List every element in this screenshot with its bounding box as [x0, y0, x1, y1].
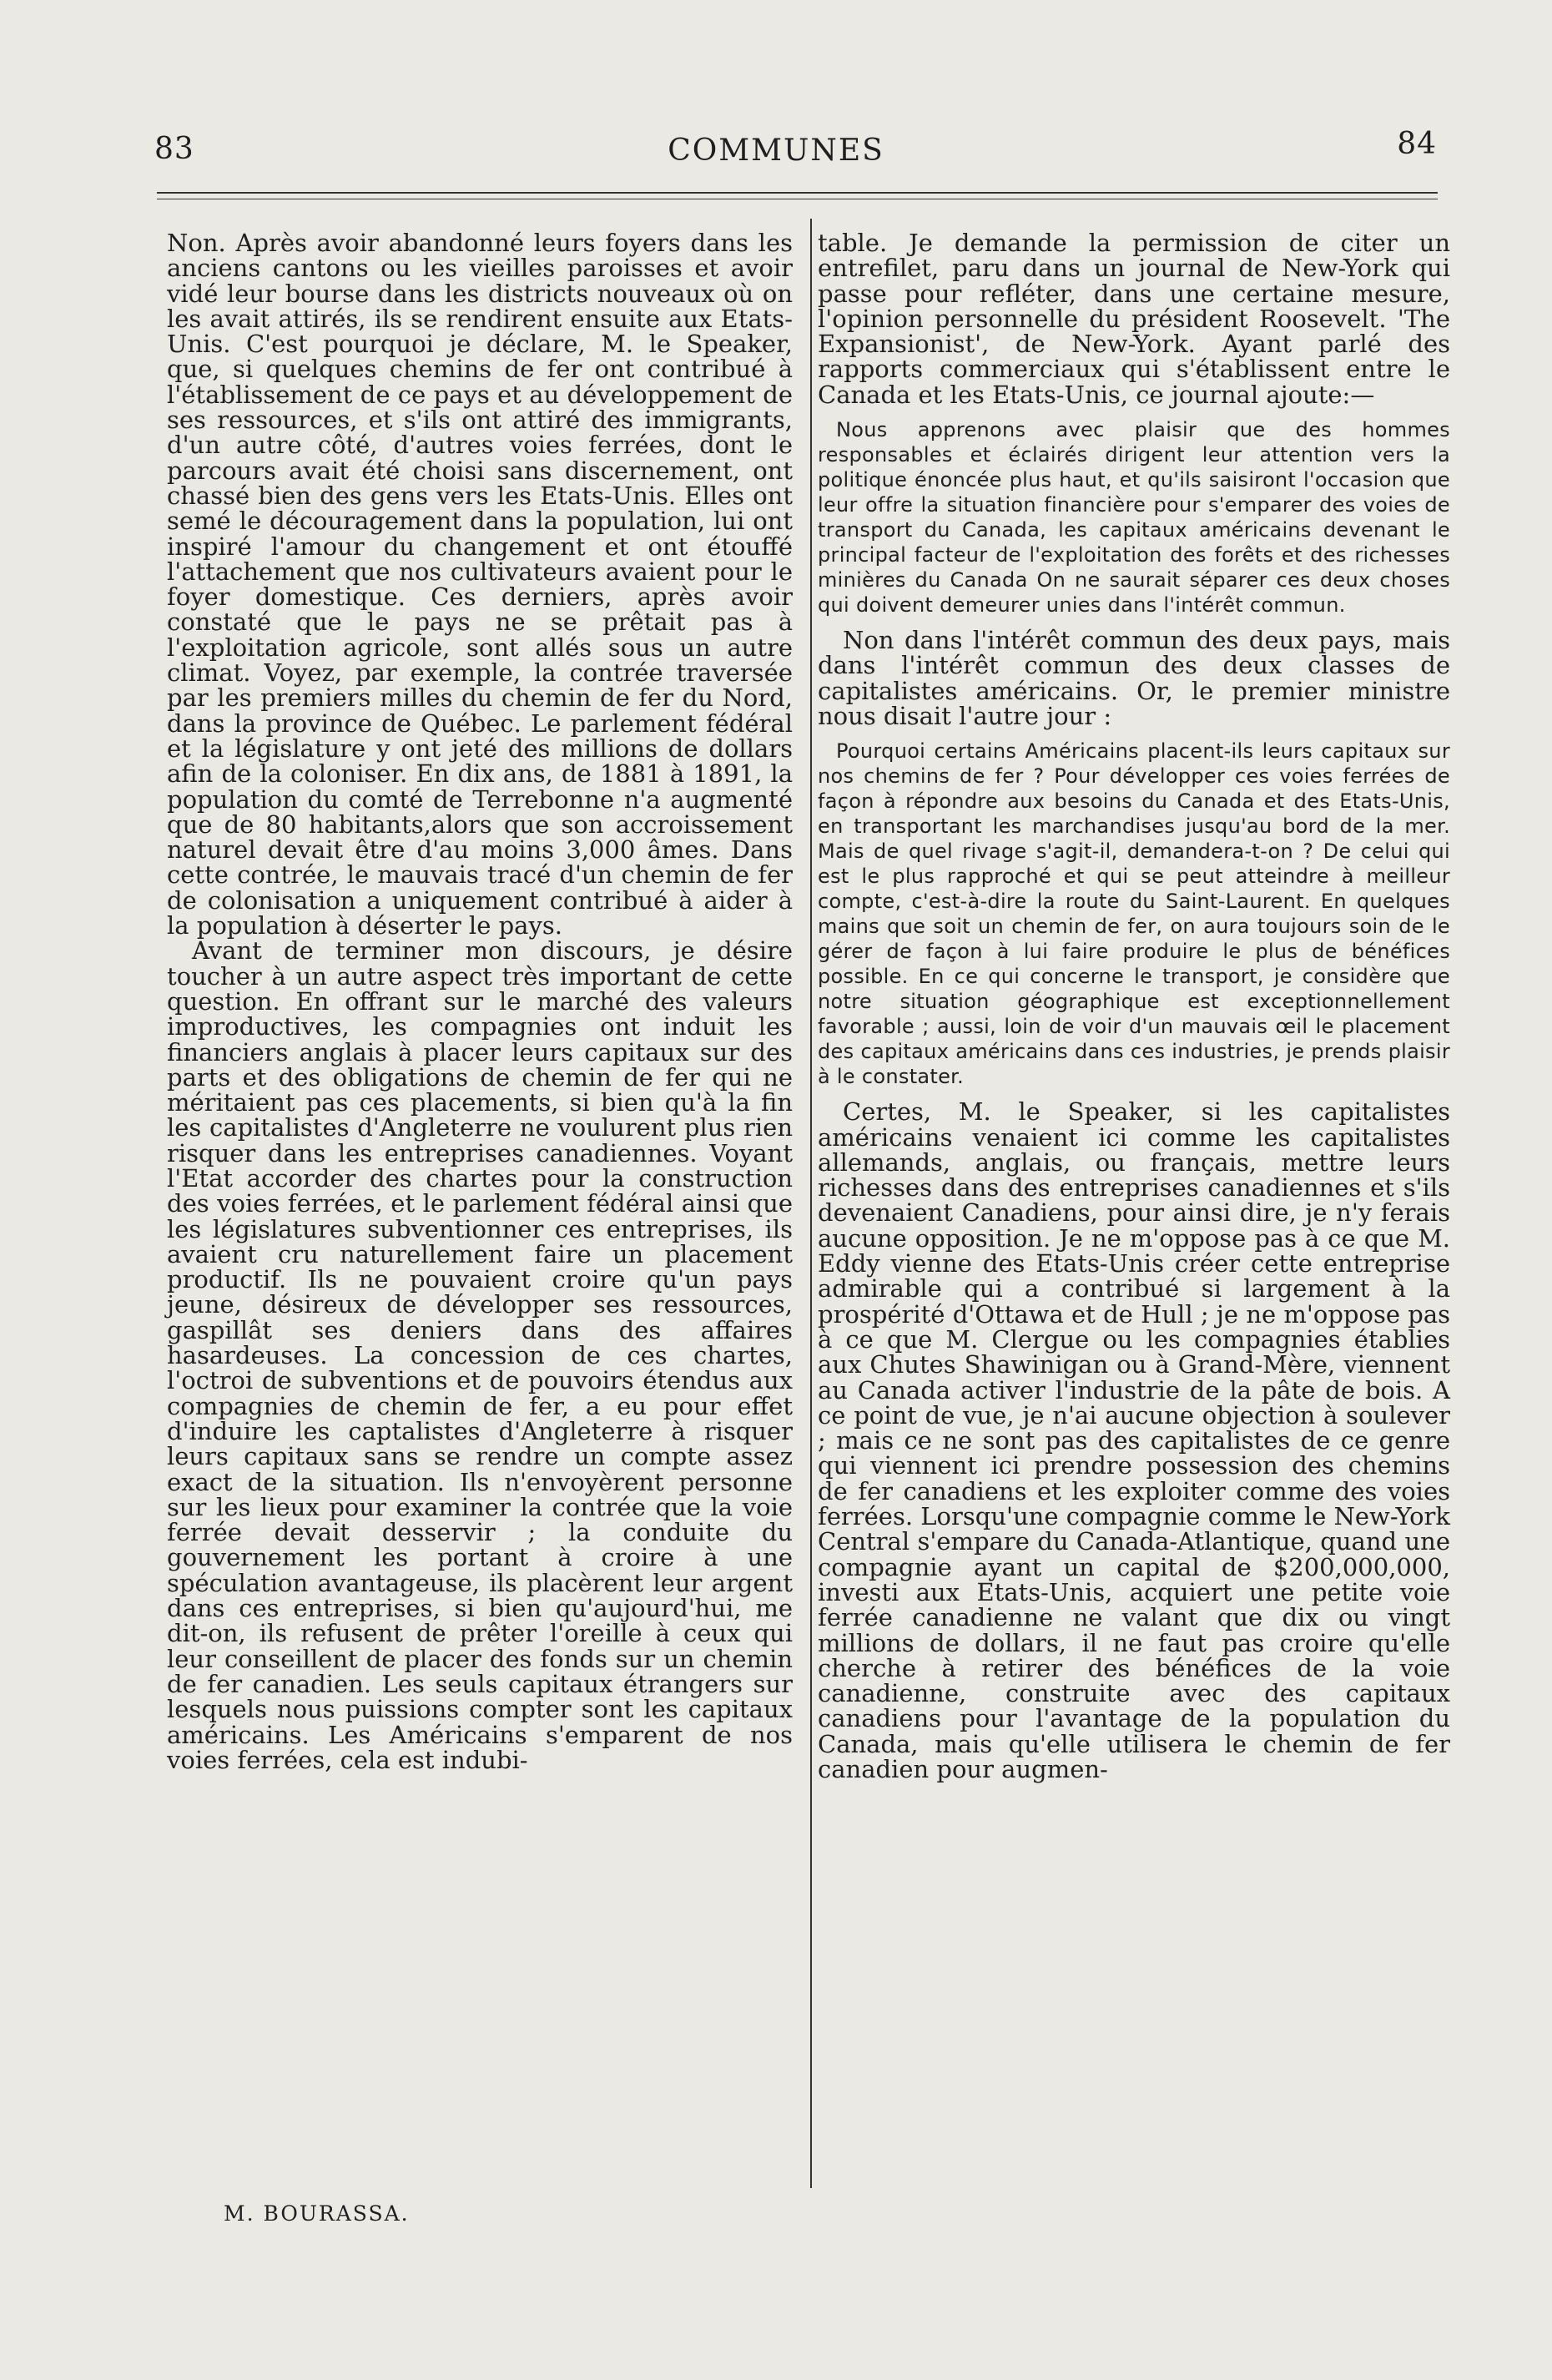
right-column [818, 230, 1450, 1782]
page-title: COMMUNES [668, 134, 884, 168]
speaker-signature: M. BOURASSA. [224, 2201, 410, 2226]
left-paragraph-2: Avant de terminer mon discours, je désire toucher à un autre aspect très important de cette question. En offrant sur le marché des valeurs improductives, les compagnies ont induit les financiers anglais à placer leurs capitaux sur des parts et des obligations de chemin de fer qui ne méritaient pas ces placements, si bien qu'à la fin les capitalistes d'Angleterre ne voulurent plus rien risquer dans les entreprises canadiennes. Voyant l'Etat accorder des chartes pour la construction des voies ferrées, et le parlement fédéral ainsi que les législatures subventionner ces entreprises, ils avaient cru naturellement faire un placement productif. Ils ne pouvaient croire qu'un pays jeune, désireux de développer ses ressources, gaspillât ses deniers dans des affaires hasardeuses. La concession de ces chartes, l'octroi de subventions et de pouvoirs étendus aux compagnies de chemin de fer, a eu pour effet d'induire les captalistes d'Angleterre à risquer leurs capitaux sans se rendre un compte assez exact de la situation. Ils n'envoyèrent personne sur les lieux pour examiner la contrée que la voie ferrée devait desservir ; la conduite du gouvernement les portant à croire à une spéculation avantageuse, ils placèrent leur argent dans ces entreprises, si bien qu'aujourd'hui, me dit-on, ils refusent de prêter l'oreille à ceux qui leur conseillent de placer des fonds sur un chemin de fer canadien. Les seuls capitaux étrangers sur lesquels nous puissions compter sont les capitaux américains. Les Américains s'emparent de nos voies ferrées, cela est indubi- [167, 936, 793, 1774]
header-rule-top [157, 192, 1438, 194]
right-page-number: 84 [1397, 127, 1437, 161]
right-paragraph-closing: Certes, M. le Speaker, si les capitalistes américains venaient ici comme les capitalistes allemands, anglais, ou français, mettre leurs richesses dans des entreprises canadiennes et s'ils devenaient Canadiens, pour ainsi dire, je n'y ferais aucune opposition. Je ne m'oppose pas à ce que M. Eddy vienne des Etats-Unis créer cette entreprise admirable qui a contribué si largement à la prospérité d'Ottawa et de Hull ; je ne m'oppose pas à ce que M. Clergue ou les compagnies établies aux Chutes Shawinigan ou à Grand-Mère, viennent au Canada activer l'industrie de la pâte de bois. A ce point de vue, je n'ai aucune objection à soulever ; mais ce ne sont pas des capitalistes de ce genre qui viennent ici prendre possession des chemins de fer canadiens et les exploiter comme des voies ferrées. Lorsqu'une compagnie comme le New-York Central s'empare du Canada-Atlantique, quand une compagnie ayant un capital de $200,000,000, investi aux Etats-Unis, acquiert une petite voie ferrée canadienne ne valant que dix ou vingt millions de dollars, il ne faut pas croire qu'elle cherche à retirer des bénéfices de la voie canadienne, construite avec des capitaux canadiens pour l'avantage de la population du Canada, mais qu'elle utilisera le chemin de fer canadien pour augmen- [818, 1097, 1450, 1783]
left-page-number: 83 [154, 132, 194, 166]
right-paragraph-intro: table. Je demande la permission de citer un entrefilet, paru dans un journal de New-York qui passe pour refléter, dans une certaine mesure, l'opinion personnelle du président Roosevelt. 'The Expansionist', de New-York. Ayant parlé des rapports commerciaux qui s'établissent entre le Canada et les Etats-Unis, ce journal ajoute:— [818, 229, 1450, 409]
column-divider [810, 219, 812, 2188]
left-column [167, 230, 793, 1772]
left-paragraph-1: Non. Après avoir abandonné leurs foyers dans les anciens cantons ou les vieilles paroisses et avoir vidé leur bourse dans les districts nouveaux où on les avait attirés, ils se rendirent ensuite aux Etats-Unis. C'est pourquoi je déclare, M. le Speaker, que, si quelques chemins de fer ont contribué à l'établissement de ce pays et au développement de ses ressources, et s'ils ont attiré des immigrants, d'un autre côté, d'autres voies ferrées, dont le parcours avait été choisi sans discernement, ont chassé bien des gens vers les Etats-Unis. Elles ont semé le découragement dans la population, lui ont inspiré l'amour du changement et ont étouffé l'attachement que nos cultivateurs avaient pour le foyer domestique. Ces derniers, après avoir constaté que le pays ne se prêtait pas à l'exploitation agricole, sont allés sous un autre climat. Voyez, par exemple, la contrée traversée par les premiers milles du chemin de fer du Nord, dans la province de Québec. Le parlement fédéral et la législature y ont jeté des millions de dollars afin de la coloniser. En dix ans, de 1881 à 1891, la population du comté de Terrebonne n'a augmenté que de 80 habitants,alors que son accroissement naturel devait être d'au moins 3,000 âmes. Dans cette contrée, le mauvais tracé d'un chemin de fer de colonisation a uniquement contribué à aider à la population à déserter le pays. [167, 229, 793, 940]
quotation-expansionist: Nous apprenons avec plaisir que des hommes responsables et éclairés dirigent leur attention vers la politique énoncée plus haut, et qu'ils saisiront l'occasion que leur offre la situation financière pour s'emparer des voies de transport du Canada, les capitaux américains devenant le principal facteur de l'exploitation des forêts et des richesses minières du Canada On ne saurait séparer ces deux choses qui doivent demeurer unies dans l'intérêt commun. [818, 418, 1450, 618]
right-paragraph-middle: Non dans l'intérêt commun des deux pays, mais dans l'intérêt commun des deux classes de capitalistes américains. Or, le premier ministre nous disait l'autre jour : [818, 626, 1450, 730]
quotation-prime-minister: Pourquoi certains Américains placent-ils leurs capitaux sur nos chemins de fer ? Pour développer ces voies ferrées de façon à répondre aux besoins du Canada et des Etats-Unis, en transportant les marchandises jusqu'au bord de la mer. Mais de quel rivage s'agit-il, demandera-t-on ? De celui qui est le plus rapproché et qui se peut atteindre à meilleur compte, c'est-à-dire la route du Saint-Laurent. En quelques mains que soit un chemin de fer, on aura toujours soin de le gérer de façon à lui faire produire le plus de bénéfices possible. En ce qui concerne le transport, je considère que notre situation géographique est exceptionnellement favorable ; aussi, loin de voir d'un mauvais œil le placement des capitaux américains dans ces industries, je prends plaisir à le constater. [818, 739, 1450, 1089]
